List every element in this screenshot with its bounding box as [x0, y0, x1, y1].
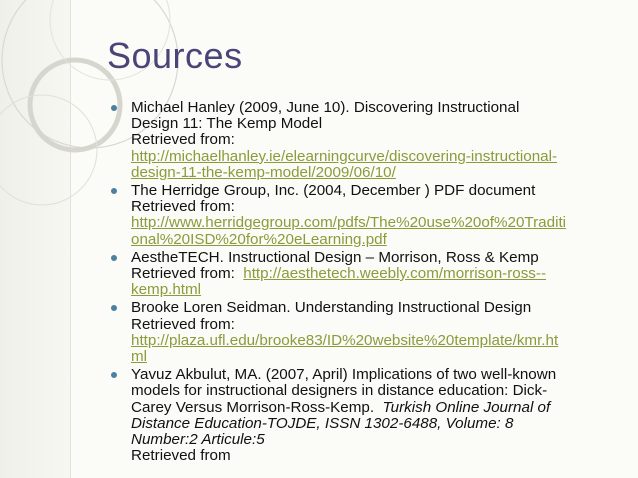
source-text: Michael Hanley (2009, June 10). Discovering Instructional: [131, 99, 520, 116]
slide-title: Sources: [107, 35, 243, 76]
source-text: Design 11: The Kemp Model: [131, 115, 323, 133]
source-text: Retrieved from:: [131, 131, 235, 149]
source-link[interactable]: kemp.html: [131, 281, 202, 299]
source-text: Carey Versus Morrison-Ross-Kemp.: [131, 398, 383, 416]
bullet-icon: [111, 372, 117, 378]
source-link[interactable]: onal%20ISD%20for%20eLearning.pdf: [131, 230, 387, 248]
source-item: [103, 183, 623, 248]
source-text: Retrieved from:: [131, 198, 235, 216]
source-link[interactable]: design-11-the-kemp-model/2009/06/10/: [131, 163, 396, 181]
source-link[interactable]: http://plaza.ufl.edu/brooke83/ID%20website%20template/kmr.ht: [131, 331, 559, 349]
source-link[interactable]: http://michaelhanley.ie/elearningcurve/discovering-instructional-: [131, 147, 558, 165]
source-text-mixed: [131, 400, 623, 416]
source-text-with-link: [131, 266, 623, 282]
source-text: Yavuz Akbulut, MA. (2007, April) Implications of two well-known: [131, 366, 557, 384]
journal-title: Turkish Online Journal of: [382, 398, 551, 416]
source-link[interactable]: ml: [131, 348, 148, 366]
source-text: models for instructional designers in distance education: Dick-: [131, 382, 548, 400]
source-text: Retrieved from:: [131, 265, 244, 283]
source-text: AestheTECH. Instructional Design – Morrison, Ross & Kemp: [131, 248, 539, 266]
source-link[interactable]: http://aesthetech.weebly.com/morrison-ross--: [243, 265, 546, 283]
source-text: Retrieved from:: [131, 315, 235, 333]
journal-details: Number:2 Articule:5: [131, 431, 265, 449]
source-text: Retrieved from: [131, 447, 231, 465]
source-text: Brooke Loren Seidman. Understanding Instructional Design: [131, 299, 532, 317]
bullet-icon: [111, 105, 117, 111]
source-item: [103, 250, 623, 299]
sources-list: [103, 100, 623, 466]
bullet-icon: [111, 305, 117, 311]
journal-title: Distance Education-TOJDE, ISSN 1302-6488, Volume: 8: [131, 414, 514, 432]
bullet-icon: [111, 255, 117, 261]
source-item: [103, 300, 623, 365]
source-link[interactable]: http://www.herridgegroup.com/pdfs/The%20use%20of%20Traditi: [131, 214, 567, 232]
source-item: [103, 367, 623, 464]
source-text: The Herridge Group, Inc. (2004, December ) PDF document: [131, 182, 536, 200]
source-item: [103, 100, 623, 181]
bullet-icon: [111, 188, 117, 194]
